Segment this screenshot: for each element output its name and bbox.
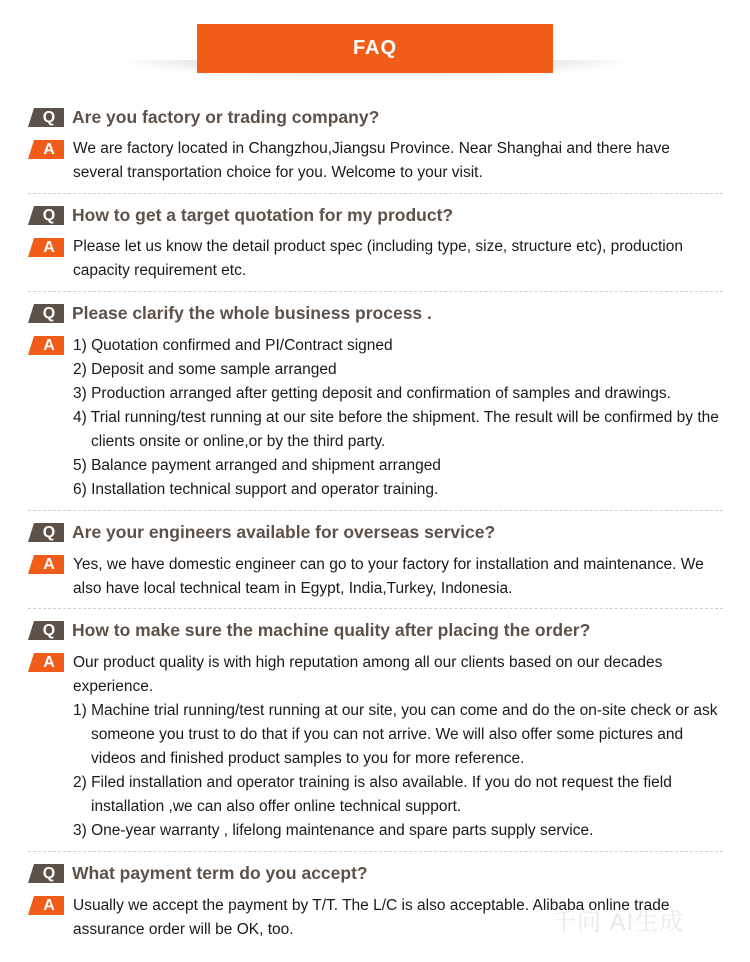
answer-list-item: 2) Filed installation and operator training is also available. If you do not request the field installation ,we can also offer online technical support. — [73, 774, 672, 815]
q-badge-icon: Q — [28, 108, 64, 127]
faq-question: How to get a target quotation for my product? — [72, 205, 454, 225]
a-badge-icon: A — [28, 336, 64, 355]
faq-question: What payment term do you accept? — [72, 863, 368, 883]
section-divider — [28, 510, 723, 511]
a-badge-icon: A — [28, 238, 64, 257]
section-divider — [28, 193, 723, 194]
answer-paragraph: Yes, we have domestic engineer can go to your factory for installation and maintenance. We also have local technical team in Egypt, India,Turkey, Indonesia. — [73, 556, 704, 597]
section-divider — [28, 291, 723, 292]
answer-list-item: 1) Machine trial running/test running at our site, you can come and do the on-site check or ask someone you trust to do that if you can not arrive. We will also offer some pictures and videos and finished product samples to you for more reference. — [73, 702, 718, 767]
answer-list-item: 1) Quotation confirmed and PI/Contract signed — [73, 337, 393, 354]
answer-list-item: 2) Deposit and some sample arranged — [73, 361, 337, 378]
answer-paragraph: We are factory located in Changzhou,Jiangsu Province. Near Shanghai and there have several transportation choice for you. Welcome to your visit. — [73, 140, 670, 181]
a-badge-icon: A — [28, 896, 64, 915]
faq-question: Are you factory or trading company? — [72, 107, 380, 127]
faq-header — [0, 0, 750, 80]
q-badge-icon: Q — [28, 621, 64, 640]
faq-question: Are your engineers available for overseas service? — [72, 522, 496, 542]
ai-watermark: 千问 AI生成 — [552, 909, 685, 936]
answer-list-item: 3) One-year warranty , lifelong maintenance and spare parts supply service. — [73, 822, 594, 839]
answer-paragraph: Please let us know the detail product spec (including type, size, structure etc), production capacity requirement etc. — [73, 238, 683, 279]
answer-list-item: 5) Balance payment arranged and shipment arranged — [73, 457, 441, 474]
answer-paragraph: Usually we accept the payment by T/T. The L/C is also acceptable. Alibaba online trade assurance order will be OK, too. — [73, 897, 670, 938]
faq-question: How to make sure the machine quality after placing the order? — [72, 620, 591, 640]
answer-list-item: 3) Production arranged after getting deposit and confirmation of samples and drawings. — [73, 385, 671, 402]
a-badge-icon: A — [28, 653, 64, 672]
faq-answer — [73, 334, 721, 502]
q-badge-icon: Q — [28, 304, 64, 323]
faq-answer — [73, 235, 721, 283]
faq-answer — [73, 651, 721, 843]
faq-question: Please clarify the whole business process . — [72, 303, 432, 323]
faq-answer — [73, 137, 721, 185]
a-badge-icon: A — [28, 140, 64, 159]
section-divider — [28, 851, 723, 852]
q-badge-icon: Q — [28, 523, 64, 542]
faq-answer — [73, 553, 721, 601]
a-badge-icon: A — [28, 555, 64, 574]
q-badge-icon: Q — [28, 206, 64, 225]
answer-list-item: 6) Installation technical support and operator training. — [73, 481, 439, 498]
answer-list-item: 4) Trial running/test running at our site before the shipment. The result will be confirmed by the clients onsite or online,or by the third party. — [73, 409, 719, 450]
faq-title-banner: FAQ — [197, 24, 553, 73]
answer-paragraph: Our product quality is with high reputation among all our clients based on our decades experience. — [73, 654, 663, 695]
q-badge-icon: Q — [28, 864, 64, 883]
section-divider — [28, 608, 723, 609]
